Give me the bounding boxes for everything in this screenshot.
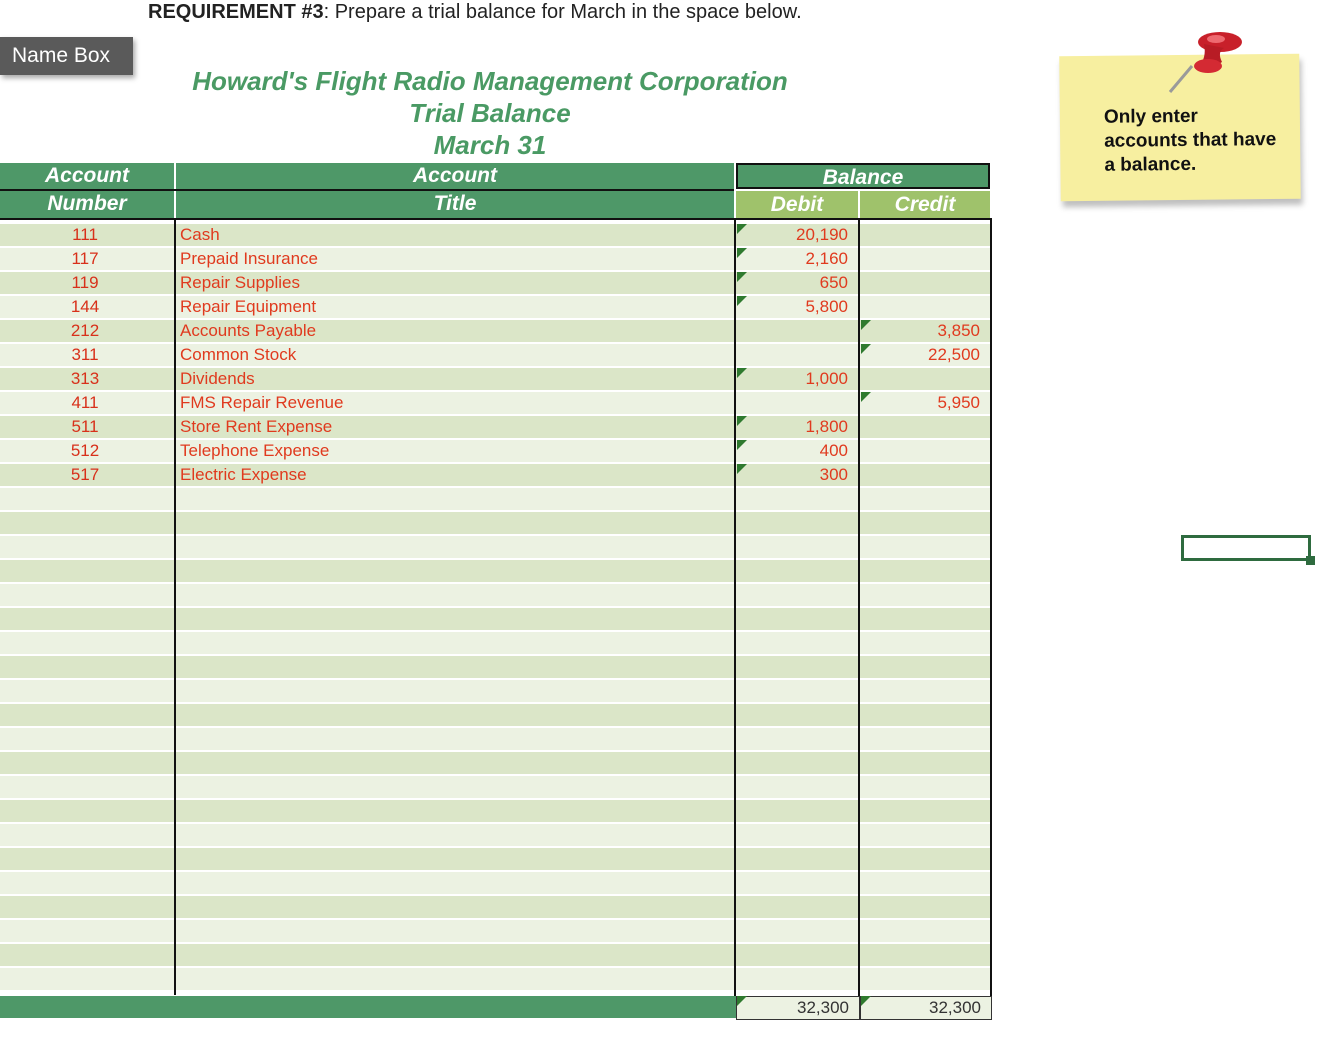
table-row[interactable] <box>0 536 992 558</box>
account-title-cell[interactable]: FMS Repair Revenue <box>180 393 344 412</box>
report-date: March 31 <box>433 130 547 160</box>
column-divider-number <box>174 220 176 995</box>
debit-cell[interactable]: 300 <box>819 465 848 484</box>
table-row[interactable] <box>0 560 992 582</box>
cell-marker <box>737 272 747 282</box>
table-row[interactable] <box>0 944 992 966</box>
table-row[interactable] <box>0 296 992 318</box>
cell-marker <box>861 392 871 402</box>
table-row[interactable] <box>0 440 992 462</box>
account-number-cell[interactable]: 144 <box>70 297 100 316</box>
credit-cell[interactable]: 5,950 <box>937 393 980 412</box>
table-row[interactable] <box>0 968 992 990</box>
credit-cell[interactable] <box>860 464 980 486</box>
table-row[interactable] <box>0 584 992 606</box>
debit-cell[interactable]: 1,000 <box>805 369 848 388</box>
cell-marker <box>737 296 747 306</box>
debit-cell[interactable]: 2,160 <box>805 249 848 268</box>
table-row[interactable] <box>0 656 992 678</box>
account-title-cell[interactable]: Telephone Expense <box>180 441 330 460</box>
table-row[interactable] <box>0 320 992 342</box>
total-credit[interactable]: 32,300 <box>860 996 992 1020</box>
company-name: Howard's Flight Radio Management Corporation <box>192 66 788 96</box>
credit-cell[interactable] <box>860 416 980 438</box>
table-row[interactable] <box>0 920 992 942</box>
table-row[interactable] <box>0 848 992 870</box>
cell-marker <box>737 440 747 450</box>
selected-cell[interactable] <box>1181 535 1311 561</box>
name-box[interactable]: Name Box <box>0 37 133 75</box>
credit-cell[interactable]: 3,850 <box>937 321 980 340</box>
account-title-cell[interactable]: Accounts Payable <box>180 321 317 340</box>
table-row[interactable] <box>0 224 992 246</box>
account-number-cell[interactable]: 411 <box>71 393 99 412</box>
table-row[interactable] <box>0 824 992 846</box>
debit-cell[interactable] <box>736 392 848 414</box>
account-number-cell[interactable]: 212 <box>70 321 100 340</box>
debit-cell[interactable]: 650 <box>819 273 848 292</box>
total-credit-marker <box>861 996 871 1006</box>
account-number-header-line2: Number <box>47 192 127 215</box>
account-number-header-line1: Account <box>45 164 129 187</box>
debit-cell[interactable]: 400 <box>819 441 848 460</box>
debit-cell[interactable] <box>736 320 848 342</box>
column-divider-title <box>734 220 736 1018</box>
requirement-instruction <box>148 1 802 24</box>
table-row[interactable] <box>0 704 992 726</box>
credit-cell[interactable] <box>860 440 980 462</box>
cell-marker <box>861 320 871 330</box>
table-row[interactable] <box>0 488 992 510</box>
table-row[interactable] <box>0 752 992 774</box>
account-title-cell[interactable]: Repair Supplies <box>180 273 301 292</box>
cell-marker <box>737 248 747 258</box>
cell-marker <box>737 416 747 426</box>
table-row[interactable] <box>0 272 992 294</box>
requirement-text: : Prepare a trial balance for March in the space below. <box>323 1 802 23</box>
credit-cell[interactable] <box>860 272 980 294</box>
account-number-cell[interactable]: 512 <box>70 441 100 460</box>
debit-cell[interactable]: 1,800 <box>805 417 848 436</box>
balance-header: Balance <box>736 163 990 189</box>
credit-cell[interactable] <box>860 296 980 318</box>
account-title-header-line2: Title <box>433 192 477 215</box>
table-row[interactable] <box>0 728 992 750</box>
pushpin-icon <box>1162 26 1252 96</box>
table-row[interactable] <box>0 416 992 438</box>
credit-cell[interactable] <box>860 368 980 390</box>
account-title-cell[interactable]: Repair Equipment <box>180 297 317 316</box>
account-title-cell[interactable]: Dividends <box>180 369 255 388</box>
table-row[interactable] <box>0 368 992 390</box>
table-row[interactable] <box>0 344 992 366</box>
account-number-cell[interactable]: 517 <box>70 465 100 484</box>
account-number-cell[interactable]: 117 <box>71 249 99 268</box>
header-divider <box>0 189 734 191</box>
account-title-cell[interactable]: Electric Expense <box>180 465 307 484</box>
table-row[interactable] <box>0 872 992 894</box>
sticky-note-text: Only enter accounts that have a balance. <box>1103 105 1277 176</box>
table-row[interactable] <box>0 680 992 702</box>
table-row[interactable] <box>0 464 992 486</box>
table-row[interactable] <box>0 392 992 414</box>
account-title-cell[interactable]: Common Stock <box>180 345 297 364</box>
debit-header: Debit <box>736 191 858 218</box>
cell-marker <box>737 224 747 234</box>
total-debit-marker <box>737 996 747 1006</box>
table-row[interactable] <box>0 800 992 822</box>
table-row[interactable] <box>0 512 992 534</box>
debit-cell[interactable]: 20,190 <box>796 225 848 244</box>
table-row[interactable] <box>0 248 992 270</box>
cell-marker <box>737 464 747 474</box>
table-row[interactable] <box>0 776 992 798</box>
header-bottom-rule <box>0 218 992 220</box>
debit-cell[interactable] <box>736 344 848 366</box>
table-row[interactable] <box>0 632 992 654</box>
account-number-cell[interactable]: 119 <box>71 273 99 292</box>
table-row[interactable] <box>0 896 992 918</box>
account-number-cell[interactable]: 313 <box>70 369 100 388</box>
account-title-cell[interactable]: Store Rent Expense <box>180 417 333 436</box>
credit-cell[interactable]: 22,500 <box>928 345 980 364</box>
column-divider-credit <box>990 220 992 1018</box>
requirement-label: REQUIREMENT #3 <box>148 1 324 23</box>
account-title-cell[interactable]: Prepaid Insurance <box>180 249 318 268</box>
total-debit[interactable]: 32,300 <box>736 996 860 1020</box>
account-number-cell[interactable]: 511 <box>71 417 99 436</box>
account-number-cell[interactable]: 311 <box>71 345 99 364</box>
credit-cell[interactable] <box>860 248 980 270</box>
account-title-cell[interactable]: Cash <box>180 225 220 244</box>
fill-handle[interactable] <box>1306 556 1315 565</box>
column-divider-debit <box>858 220 860 1018</box>
report-title: Trial Balance <box>409 98 571 128</box>
cell-marker <box>737 368 747 378</box>
debit-cell[interactable]: 5,800 <box>805 297 848 316</box>
table-row[interactable] <box>0 608 992 630</box>
credit-header: Credit <box>860 191 990 218</box>
cell-marker <box>861 344 871 354</box>
credit-cell[interactable] <box>860 224 980 246</box>
account-number-cell[interactable]: 111 <box>72 225 98 244</box>
account-title-header-line1: Account <box>413 164 497 187</box>
